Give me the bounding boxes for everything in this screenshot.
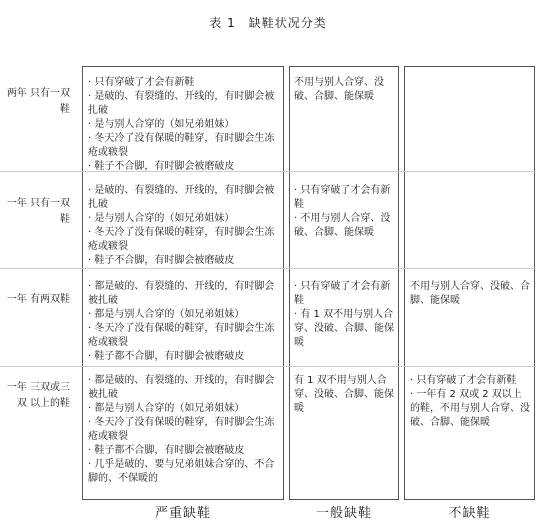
list-item: · 是与别人合穿的（如兄弟姐妹） xyxy=(88,213,235,224)
list-item: 不用与别人合穿、没破、合脚、能保暖 xyxy=(294,77,384,102)
list-item: · 有 1 双不用与别人合穿、没破、合脚、能保暖 xyxy=(294,309,394,348)
list-item: · 是破的、有裂缝的、开线的，有时脚会被扎破 xyxy=(88,185,275,210)
none-cell xyxy=(410,280,530,308)
list-item: · 一年有 2 双或 2 双以上的鞋，不用与别人合穿、没破、合脚、能保暖 xyxy=(410,389,530,428)
list-item: 有 1 双不用与别人合穿、没破、合脚、能保暖 xyxy=(294,375,394,414)
list-item: · 冬天冷了没有保暖的鞋穿，有时脚会生冻疮或皲裂 xyxy=(88,323,275,348)
severe-cell xyxy=(88,184,280,268)
general-cell xyxy=(294,76,395,104)
table-title: 表 1 缺鞋状况分类 xyxy=(209,16,327,30)
row-label-line: 一年 xyxy=(6,382,27,393)
row-label-two-years-one-pair xyxy=(0,86,70,118)
list-item: · 都是与别人合穿的（如兄弟姐妹） xyxy=(88,403,245,414)
general-cell xyxy=(294,280,395,350)
row-divider xyxy=(0,268,536,269)
row-label-line: 只有一双鞋 xyxy=(30,198,70,225)
list-item: · 都是破的、有裂缝的、开线的，有时脚会被扎破 xyxy=(88,375,275,400)
list-item: · 冬天冷了没有保暖的鞋穿，有时脚会生冻疮或皲裂 xyxy=(88,417,275,442)
general-cell xyxy=(294,184,395,240)
list-item: · 只有穿破了才会有新鞋 xyxy=(410,375,517,386)
list-item: · 是破的、有裂缝的、开线的，有时脚会被扎破 xyxy=(88,91,275,116)
severe-cell xyxy=(88,76,280,174)
list-item: · 都是与别人合穿的（如兄弟姐妹） xyxy=(88,309,245,320)
list-item: · 鞋子都不合脚，有时脚会被磨破皮 xyxy=(88,445,245,456)
list-item: · 都是破的、有裂缝的、开线的，有时脚会被扎破 xyxy=(88,281,275,306)
footer-severe-label: 严重缺鞋 xyxy=(154,506,211,521)
row-label-line: 一年 xyxy=(6,198,27,209)
list-item: · 只有穿破了才会有新鞋 xyxy=(294,185,391,210)
row-label-line: 一年 xyxy=(6,294,27,305)
row-label-one-year-one-pair xyxy=(0,196,70,228)
list-item: · 鞋子不合脚，有时脚会被磨破皮 xyxy=(88,161,235,172)
list-item: · 不用与别人合穿、没破、合脚、能保暖 xyxy=(294,213,391,238)
list-item: · 几乎是破的、要与兄弟姐妹合穿的、不合脚的、不保暖的 xyxy=(88,459,275,484)
list-item: · 只有穿破了才会有新鞋 xyxy=(88,77,195,88)
row-label-line: 只有一双鞋 xyxy=(30,88,70,115)
severe-cell xyxy=(88,280,280,364)
row-label-one-year-three-plus xyxy=(0,380,70,412)
list-item: · 冬天冷了没有保暖的鞋穿，有时脚会生冻疮或皲裂 xyxy=(88,227,275,252)
row-label-one-year-two-pairs xyxy=(0,292,70,308)
row-label-line: 有两双鞋 xyxy=(30,294,70,305)
row-divider xyxy=(0,366,536,367)
none-cell xyxy=(410,374,530,430)
list-item: · 鞋子不合脚，有时脚会被磨破皮 xyxy=(88,255,235,266)
general-cell xyxy=(294,374,395,416)
list-item: · 冬天冷了没有保暖的鞋穿，有时脚会生冻疮或皲裂 xyxy=(88,133,275,158)
row-label-line: 三双或三双 xyxy=(16,382,70,409)
row-label-line: 以上的鞋 xyxy=(30,398,70,409)
severe-cell xyxy=(88,374,280,486)
footer-none-label: 不缺鞋 xyxy=(448,506,491,521)
list-item: · 鞋子都不合脚，有时脚会被磨破皮 xyxy=(88,351,245,362)
list-item: · 是与别人合穿的（如兄弟姐妹） xyxy=(88,119,235,130)
footer-general-label: 一般缺鞋 xyxy=(315,506,372,521)
list-item: 不用与别人合穿、没破、合脚、能保暖 xyxy=(410,281,530,306)
list-item: · 只有穿破了才会有新鞋 xyxy=(294,281,391,306)
row-label-line: 两年 xyxy=(6,88,27,99)
